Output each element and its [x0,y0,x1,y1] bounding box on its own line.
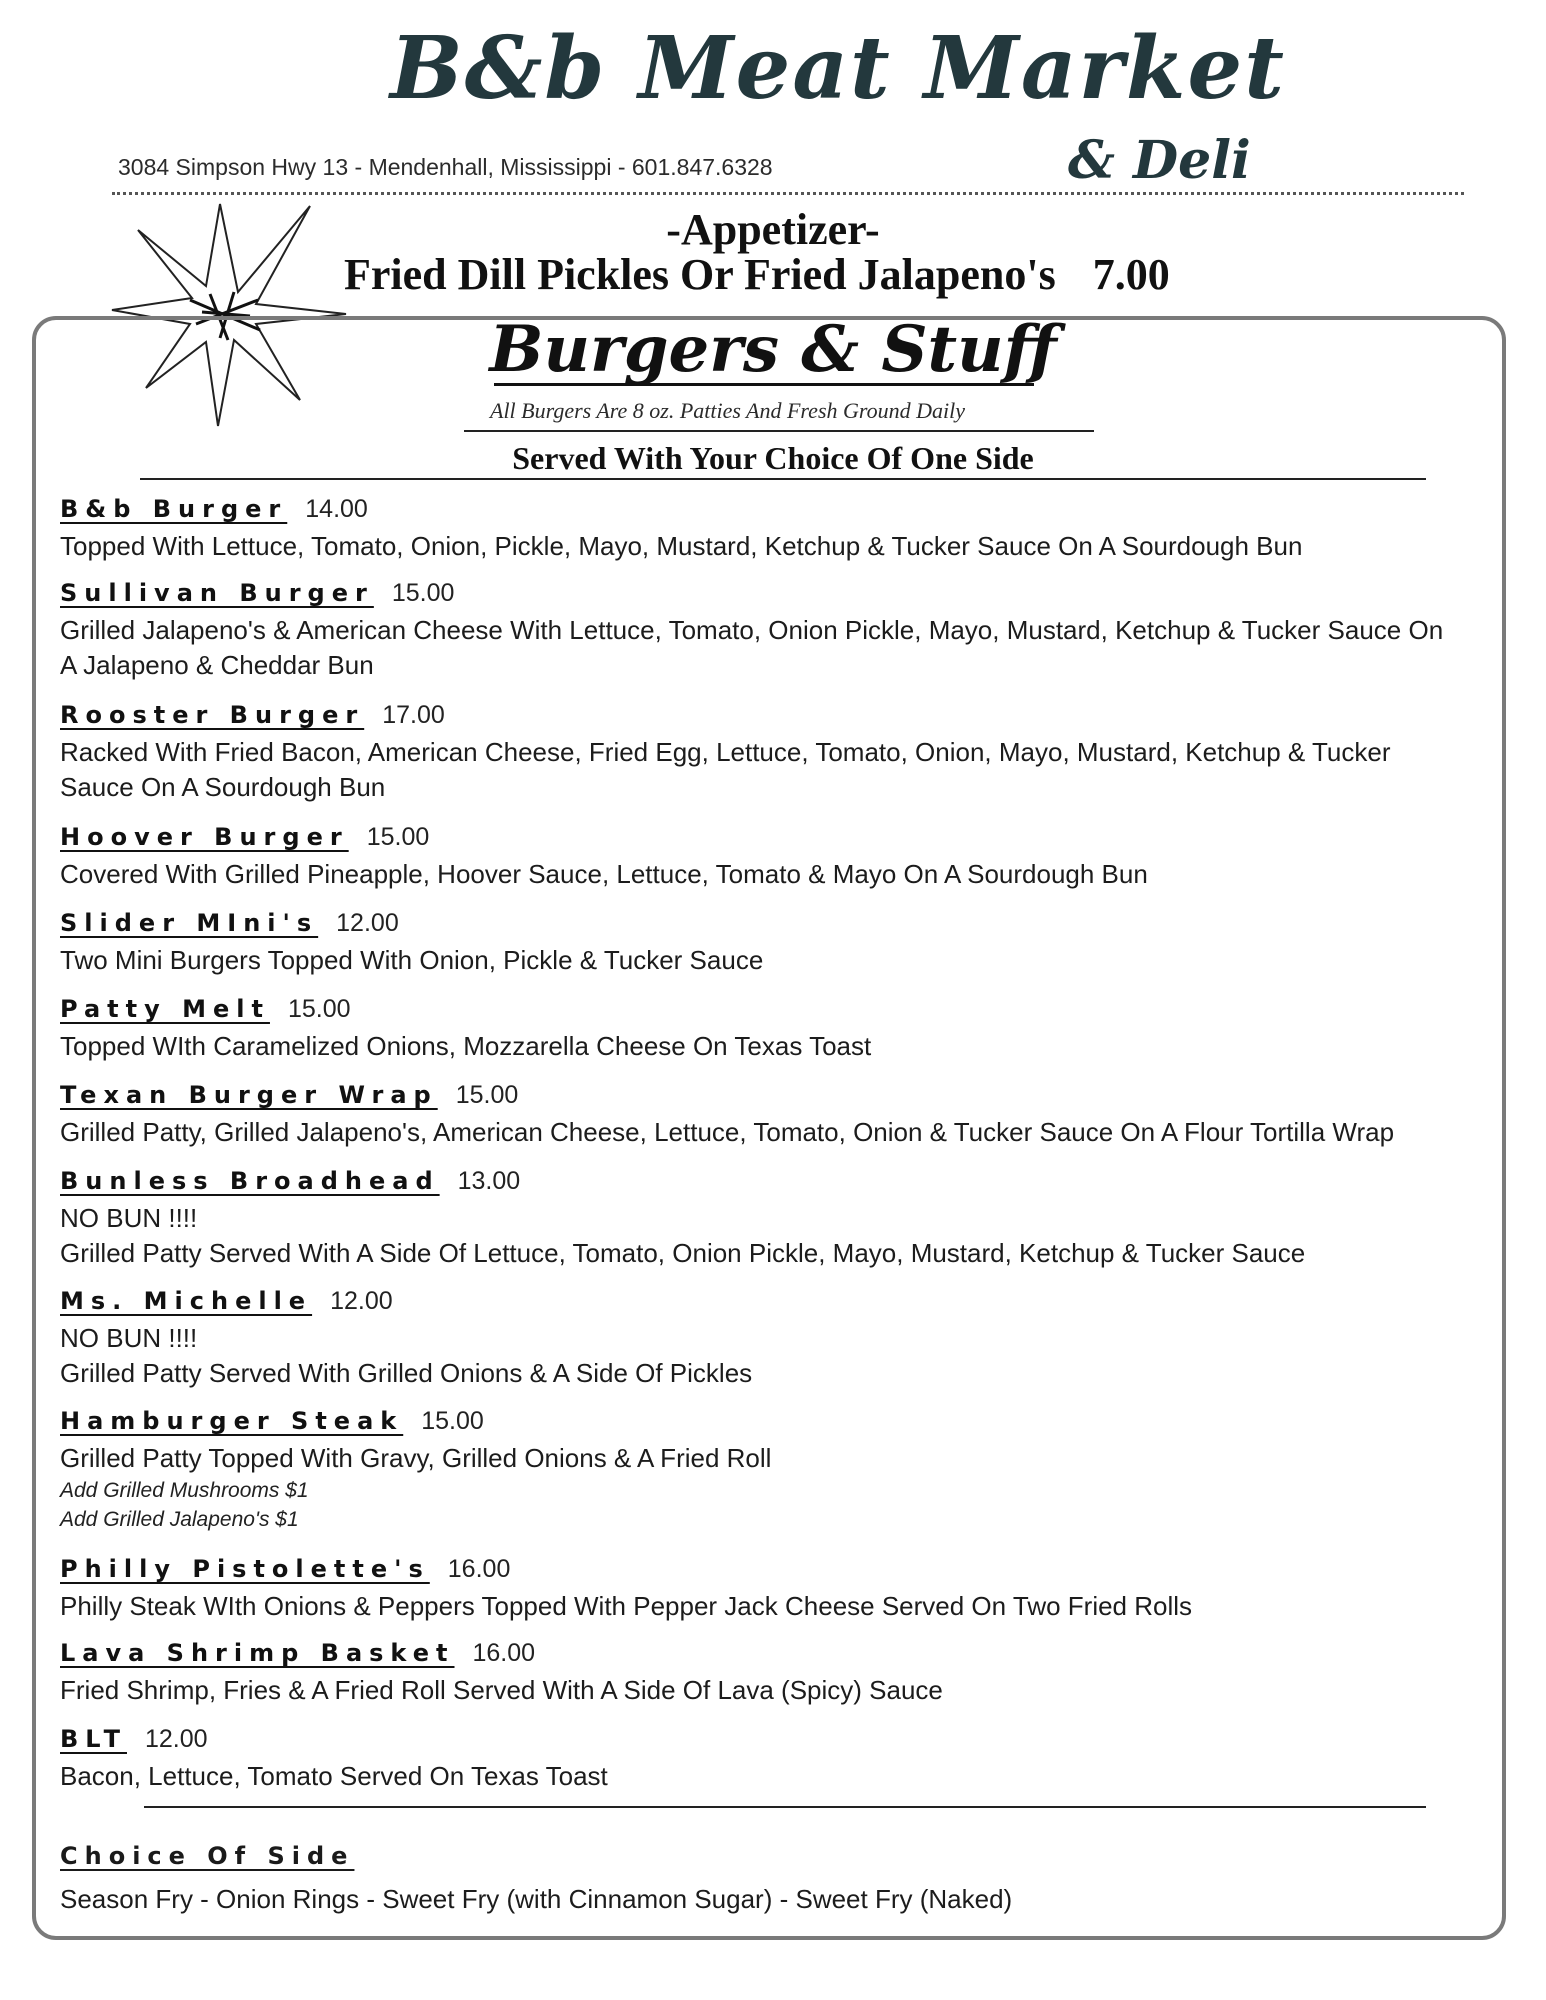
menu-item-header [60,1552,1500,1589]
menu-item-price: 12.00 [330,1287,393,1315]
brand-title: B&b Meat Market [390,18,1286,119]
menu-item [60,492,1500,564]
menu-item-price: 15.00 [287,995,351,1023]
menu-item-header [60,1404,1500,1441]
menu-item-header [60,1636,1500,1673]
menu-item-price: 16.00 [447,1555,511,1583]
menu-item-description: Sauce On A Sourdough Bun [60,772,386,802]
menu-item-description: Racked With Fried Bacon, American Cheese, Fried Egg, Lettuce, Tomato, Onion, Mayo, Mustard, Ketchup & Tucker [60,737,1391,767]
menu-item-description: NO BUN !!!! [60,1323,198,1353]
menu-item [60,992,1500,1064]
menu-item-name: Patty Melt [60,995,270,1023]
menu-item-price: 12.00 [144,1725,208,1753]
store-address: 3084 Simpson Hwy 13 - Mendenhall, Mississippi - 601.847.6328 [118,154,773,180]
menu-item-description: Grilled Patty Served With A Side Of Lettuce, Tomato, Onion Pickle, Mayo, Mustard, Ketchup & Tucker Sauce [60,1238,1306,1268]
menu-item-price: 13.00 [457,1167,521,1195]
menu-item-header [60,576,1500,613]
menu-item-name: Rooster Burger [60,701,365,729]
menu-item-description: Fried Shrimp, Fries & A Fried Roll Served With A Side Of Lava (Spicy) Sauce [60,1675,943,1705]
menu-item [60,576,1500,683]
menu-item-header [60,698,1500,735]
menu-item-name: Hamburger Steak [60,1407,404,1435]
menu-item-name: Sullivan Burger [60,579,374,607]
menu-item-name: Texan Burger Wrap [60,1081,438,1109]
menu-item-name: Philly Pistolette's [60,1555,430,1583]
appetizer-heading: -Appetizer- [666,205,880,254]
menu-item [60,1636,1500,1708]
menu-item [60,1284,1500,1391]
menu-item [60,698,1500,805]
menu-item-price: 15.00 [366,823,430,851]
menu-item-description: A Jalapeno & Cheddar Bun [60,650,374,680]
menu-item-addon: Add Grilled Jalapeno's $1 [60,1508,299,1531]
sides-label: Choice Of Side [60,1842,355,1870]
menu-item-description: Grilled Jalapeno's & American Cheese With Lettuce, Tomato, Onion Pickle, Mayo, Mustard, Ketchup & Tucker Sauce On [60,615,1444,645]
menu-item-name: B&b Burger [60,495,288,523]
menu-item-addon: Add Grilled Mushrooms $1 [60,1479,309,1502]
menu-item-header [60,906,1500,943]
appetizer-item-price: 7.00 [1092,250,1170,299]
menu-item-header [60,1722,1500,1759]
menu-item-name: BLT [60,1725,127,1753]
menu-item-description: Two Mini Burgers Topped With Onion, Pickle & Tucker Sauce [60,945,764,975]
menu-item-header [60,1078,1500,1115]
menu-item [60,1164,1500,1271]
menu-item [60,1552,1500,1624]
menu-item-header [60,1284,1500,1321]
menu-item-description: Covered With Grilled Pineapple, Hoover Sauce, Lettuce, Tomato & Mayo On A Sourdough Bun [60,859,1148,889]
menu-item-description: Bacon, Lettuce, Tomato Served On Texas Toast [60,1761,608,1791]
menu-item-description: Topped With Lettuce, Tomato, Onion, Pickle, Mayo, Mustard, Ketchup & Tucker Sauce On A Sourdough Bun [60,531,1303,561]
menu-item-name: Ms. Michelle [60,1287,313,1315]
sides-text: Season Fry - Onion Rings - Sweet Fry (with Cinnamon Sugar) - Sweet Fry (Naked) [60,1884,1013,1914]
menu-item [60,1722,1500,1794]
menu-item [60,906,1500,978]
section-title-underline [494,383,1034,386]
menu-item-price: 16.00 [472,1639,536,1667]
served-with-heading: Served With Your Choice Of One Side [512,440,1034,476]
menu-item-price: 14.00 [305,495,368,523]
menu-item [60,1078,1500,1150]
burger-note: All Burgers Are 8 oz. Patties And Fresh Ground Daily [490,398,966,423]
menu-item-price: 15.00 [455,1081,519,1109]
menu-item-description: Grilled Patty, Grilled Jalapeno's, American Cheese, Lettuce, Tomato, Onion & Tucker Sauce On A Flour Tortilla Wrap [60,1117,1395,1147]
appetizer-item-name: Fried Dill Pickles Or Fried Jalapeno's [344,250,1056,299]
menu-item-price: 15.00 [391,579,455,607]
menu-item-description: Grilled Patty Served With Grilled Onions & A Side Of Pickles [60,1358,753,1388]
menu-item-name: Bunless Broadhead [60,1167,440,1195]
menu-item-header [60,992,1500,1029]
menu-item-name: Slider MIni's [60,909,319,937]
appetizer-item [344,249,1170,300]
menu-item [60,1404,1500,1534]
menu-item-price: 17.00 [382,701,445,729]
section-title: Burgers & Stuff [489,312,1057,387]
menu-item-price: 15.00 [421,1407,484,1435]
menu-item-name: Lava Shrimp Basket [60,1639,455,1667]
served-with-divider [140,478,1426,480]
menu-item-description: Topped WIth Caramelized Onions, Mozzarella Cheese On Texas Toast [60,1031,872,1061]
note-divider [464,430,1094,432]
menu-item-name: Hoover Burger [60,823,349,851]
menu-item-price: 12.00 [336,909,399,937]
menu-item-description: Grilled Patty Topped With Gravy, Grilled Onions & A Fried Roll [60,1443,772,1473]
menu-item-description: Philly Steak WIth Onions & Peppers Topped With Pepper Jack Cheese Served On Two Fried Rolls [60,1591,1193,1621]
brand-subtitle: & Deli [1068,130,1251,191]
bottom-divider [144,1806,1426,1808]
menu-item-header [60,1164,1500,1201]
header-divider [112,192,1464,195]
menu-item-header [60,820,1500,857]
menu-item-description: NO BUN !!!! [60,1203,198,1233]
menu-item [60,820,1500,892]
menu-item-header [60,492,1500,529]
